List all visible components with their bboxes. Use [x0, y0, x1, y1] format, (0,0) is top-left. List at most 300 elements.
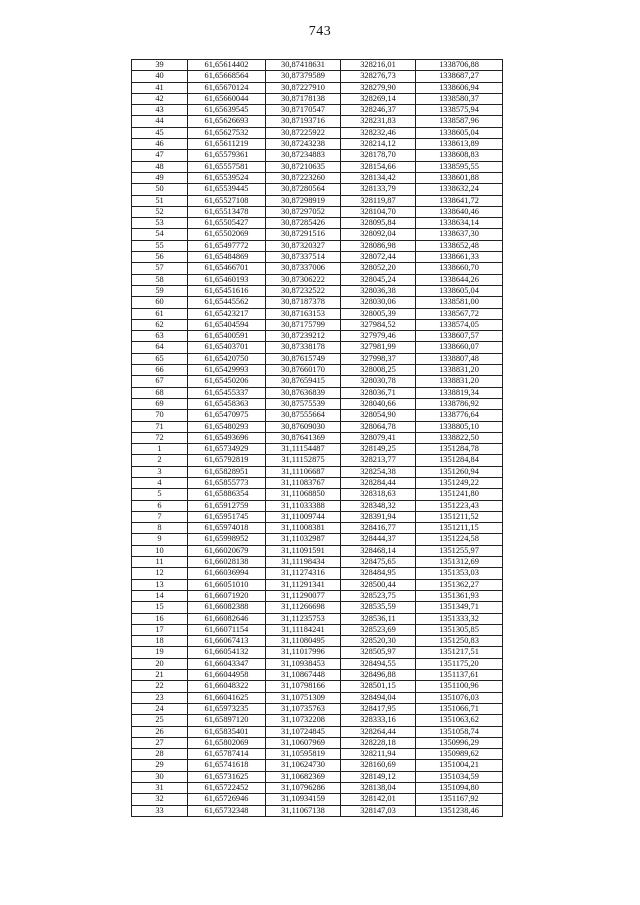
- latitude-cell: 61,65527108: [188, 195, 266, 206]
- table-row: [132, 602, 503, 613]
- x-coordinate-cell: 328214,12: [341, 139, 416, 150]
- point-number-cell: 12: [132, 568, 188, 579]
- latitude-cell: 61,65734929: [188, 444, 266, 455]
- y-coordinate-cell: 1338605,04: [416, 285, 503, 296]
- point-number-cell: 69: [132, 398, 188, 409]
- point-number-cell: 70: [132, 410, 188, 421]
- table-row: [132, 726, 503, 737]
- latitude-cell: 61,65497772: [188, 240, 266, 251]
- latitude-cell: 61,65484869: [188, 252, 266, 263]
- point-number-cell: 6: [132, 500, 188, 511]
- point-number-cell: 57: [132, 263, 188, 274]
- y-coordinate-cell: 1351305,85: [416, 624, 503, 635]
- longitude-cell: 30,87306222: [266, 274, 341, 285]
- x-coordinate-cell: 328211,94: [341, 749, 416, 760]
- longitude-cell: 30,87285426: [266, 218, 341, 229]
- y-coordinate-cell: 1351137,61: [416, 670, 503, 681]
- latitude-cell: 61,65722452: [188, 783, 266, 794]
- longitude-cell: 31,11017996: [266, 647, 341, 658]
- latitude-cell: 61,65579361: [188, 150, 266, 161]
- table-row: [132, 60, 503, 71]
- longitude-cell: 30,87320327: [266, 240, 341, 251]
- table-row: [132, 342, 503, 353]
- latitude-cell: 61,65450206: [188, 376, 266, 387]
- table-row: [132, 93, 503, 104]
- x-coordinate-cell: 328523,75: [341, 590, 416, 601]
- table-row: [132, 139, 503, 150]
- point-number-cell: 58: [132, 274, 188, 285]
- y-coordinate-cell: 1338641,72: [416, 195, 503, 206]
- latitude-cell: 61,65626693: [188, 116, 266, 127]
- table-row: [132, 624, 503, 635]
- y-coordinate-cell: 1338574,05: [416, 319, 503, 330]
- y-coordinate-cell: 1338805,10: [416, 421, 503, 432]
- latitude-cell: 61,65493696: [188, 432, 266, 443]
- x-coordinate-cell: 327998,37: [341, 353, 416, 364]
- y-coordinate-cell: 1351217,51: [416, 647, 503, 658]
- longitude-cell: 31,11152875: [266, 455, 341, 466]
- table-row: [132, 218, 503, 229]
- x-coordinate-cell: 328149,25: [341, 444, 416, 455]
- table-row: [132, 263, 503, 274]
- y-coordinate-cell: 1351100,96: [416, 681, 503, 692]
- table-row: [132, 500, 503, 511]
- point-number-cell: 41: [132, 82, 188, 93]
- x-coordinate-cell: 328064,78: [341, 421, 416, 432]
- point-number-cell: 64: [132, 342, 188, 353]
- longitude-cell: 30,87280564: [266, 184, 341, 195]
- table-row: [132, 703, 503, 714]
- longitude-cell: 30,87575539: [266, 398, 341, 409]
- latitude-cell: 61,65502069: [188, 229, 266, 240]
- y-coordinate-cell: 1351063,62: [416, 715, 503, 726]
- y-coordinate-cell: 1351361,93: [416, 590, 503, 601]
- table-row: [132, 308, 503, 319]
- table-row: [132, 647, 503, 658]
- x-coordinate-cell: 328030,78: [341, 376, 416, 387]
- point-number-cell: 50: [132, 184, 188, 195]
- table-row: [132, 410, 503, 421]
- x-coordinate-cell: 328142,01: [341, 794, 416, 805]
- table-row: [132, 771, 503, 782]
- point-number-cell: 59: [132, 285, 188, 296]
- longitude-cell: 30,87555664: [266, 410, 341, 421]
- longitude-cell: 30,87232522: [266, 285, 341, 296]
- point-number-cell: 56: [132, 252, 188, 263]
- y-coordinate-cell: 1351223,43: [416, 500, 503, 511]
- y-coordinate-cell: 1351238,46: [416, 805, 503, 816]
- longitude-cell: 30,87337514: [266, 252, 341, 263]
- longitude-cell: 30,87234883: [266, 150, 341, 161]
- longitude-cell: 30,87660170: [266, 365, 341, 376]
- longitude-cell: 30,87615749: [266, 353, 341, 364]
- y-coordinate-cell: 1338601,88: [416, 172, 503, 183]
- latitude-cell: 61,66051010: [188, 579, 266, 590]
- longitude-cell: 31,10724845: [266, 726, 341, 737]
- latitude-cell: 61,65404594: [188, 319, 266, 330]
- y-coordinate-cell: 1338687,27: [416, 71, 503, 82]
- point-number-cell: 29: [132, 760, 188, 771]
- table-row: [132, 229, 503, 240]
- y-coordinate-cell: 1350989,62: [416, 749, 503, 760]
- y-coordinate-cell: 1350996,29: [416, 737, 503, 748]
- y-coordinate-cell: 1338581,00: [416, 297, 503, 308]
- longitude-cell: 30,87223260: [266, 172, 341, 183]
- latitude-cell: 61,65951745: [188, 511, 266, 522]
- point-number-cell: 16: [132, 613, 188, 624]
- x-coordinate-cell: 328119,87: [341, 195, 416, 206]
- latitude-cell: 61,65670124: [188, 82, 266, 93]
- latitude-cell: 61,66044958: [188, 670, 266, 681]
- y-coordinate-cell: 1338575,94: [416, 105, 503, 116]
- table-row: [132, 105, 503, 116]
- table-row: [132, 285, 503, 296]
- longitude-cell: 30,87609030: [266, 421, 341, 432]
- latitude-cell: 61,65460193: [188, 274, 266, 285]
- table-row: [132, 489, 503, 500]
- latitude-cell: 61,65470975: [188, 410, 266, 421]
- y-coordinate-cell: 1338644,26: [416, 274, 503, 285]
- point-number-cell: 17: [132, 624, 188, 635]
- y-coordinate-cell: 1338786,92: [416, 398, 503, 409]
- y-coordinate-cell: 1351312,69: [416, 557, 503, 568]
- table-row: [132, 71, 503, 82]
- table-row: [132, 613, 503, 624]
- x-coordinate-cell: 328501,15: [341, 681, 416, 692]
- longitude-cell: 31,11154487: [266, 444, 341, 455]
- latitude-cell: 61,66043347: [188, 658, 266, 669]
- x-coordinate-cell: 328086,98: [341, 240, 416, 251]
- point-number-cell: 14: [132, 590, 188, 601]
- longitude-cell: 31,10595819: [266, 749, 341, 760]
- point-number-cell: 15: [132, 602, 188, 613]
- point-number-cell: 55: [132, 240, 188, 251]
- longitude-cell: 30,87337006: [266, 263, 341, 274]
- latitude-cell: 61,65429993: [188, 365, 266, 376]
- x-coordinate-cell: 328520,30: [341, 636, 416, 647]
- latitude-cell: 61,66082388: [188, 602, 266, 613]
- table-row: [132, 715, 503, 726]
- latitude-cell: 61,66067413: [188, 636, 266, 647]
- longitude-cell: 31,11290077: [266, 590, 341, 601]
- point-number-cell: 61: [132, 308, 188, 319]
- point-number-cell: 48: [132, 161, 188, 172]
- point-number-cell: 53: [132, 218, 188, 229]
- y-coordinate-cell: 1338595,55: [416, 161, 503, 172]
- point-number-cell: 62: [132, 319, 188, 330]
- table-row: [132, 523, 503, 534]
- latitude-cell: 61,65787414: [188, 749, 266, 760]
- point-number-cell: 42: [132, 93, 188, 104]
- x-coordinate-cell: 328008,25: [341, 365, 416, 376]
- point-number-cell: 51: [132, 195, 188, 206]
- table-row: [132, 172, 503, 183]
- latitude-cell: 61,65445562: [188, 297, 266, 308]
- longitude-cell: 31,11083767: [266, 477, 341, 488]
- x-coordinate-cell: 328147,03: [341, 805, 416, 816]
- y-coordinate-cell: 1338605,04: [416, 127, 503, 138]
- y-coordinate-cell: 1338776,64: [416, 410, 503, 421]
- table-row: [132, 545, 503, 556]
- table-row: [132, 82, 503, 93]
- point-number-cell: 33: [132, 805, 188, 816]
- longitude-cell: 30,87225922: [266, 127, 341, 138]
- latitude-cell: 61,66036994: [188, 568, 266, 579]
- longitude-cell: 30,87170547: [266, 105, 341, 116]
- table-row: [132, 749, 503, 760]
- point-number-cell: 20: [132, 658, 188, 669]
- x-coordinate-cell: 328279,90: [341, 82, 416, 93]
- x-coordinate-cell: 328045,24: [341, 274, 416, 285]
- point-number-cell: 10: [132, 545, 188, 556]
- point-number-cell: 5: [132, 489, 188, 500]
- x-coordinate-cell: 328092,04: [341, 229, 416, 240]
- point-number-cell: 65: [132, 353, 188, 364]
- point-number-cell: 13: [132, 579, 188, 590]
- point-number-cell: 49: [132, 172, 188, 183]
- longitude-cell: 31,11291341: [266, 579, 341, 590]
- latitude-cell: 61,65855773: [188, 477, 266, 488]
- table-row: [132, 636, 503, 647]
- longitude-cell: 31,11091591: [266, 545, 341, 556]
- y-coordinate-cell: 1338822,50: [416, 432, 503, 443]
- x-coordinate-cell: 328475,65: [341, 557, 416, 568]
- latitude-cell: 61,65458363: [188, 398, 266, 409]
- table-row: [132, 274, 503, 285]
- point-number-cell: 72: [132, 432, 188, 443]
- y-coordinate-cell: 1338706,88: [416, 60, 503, 71]
- latitude-cell: 61,65973235: [188, 703, 266, 714]
- table-row: [132, 319, 503, 330]
- table-row: [132, 783, 503, 794]
- latitude-cell: 61,66041625: [188, 692, 266, 703]
- y-coordinate-cell: 1338807,48: [416, 353, 503, 364]
- longitude-cell: 30,87338178: [266, 342, 341, 353]
- x-coordinate-cell: 328246,37: [341, 105, 416, 116]
- latitude-cell: 61,65731625: [188, 771, 266, 782]
- x-coordinate-cell: 327979,46: [341, 331, 416, 342]
- x-coordinate-cell: 328348,32: [341, 500, 416, 511]
- table-row: [132, 455, 503, 466]
- table-row: [132, 658, 503, 669]
- point-number-cell: 31: [132, 783, 188, 794]
- longitude-cell: 30,87163153: [266, 308, 341, 319]
- y-coordinate-cell: 1351058,74: [416, 726, 503, 737]
- y-coordinate-cell: 1338660,07: [416, 342, 503, 353]
- latitude-cell: 61,65539445: [188, 184, 266, 195]
- y-coordinate-cell: 1351167,92: [416, 794, 503, 805]
- x-coordinate-cell: 328104,70: [341, 206, 416, 217]
- latitude-cell: 61,66054132: [188, 647, 266, 658]
- table-row: [132, 534, 503, 545]
- longitude-cell: 31,10732208: [266, 715, 341, 726]
- y-coordinate-cell: 1351284,84: [416, 455, 503, 466]
- x-coordinate-cell: 328213,77: [341, 455, 416, 466]
- point-number-cell: 52: [132, 206, 188, 217]
- point-number-cell: 1: [132, 444, 188, 455]
- x-coordinate-cell: 328523,69: [341, 624, 416, 635]
- latitude-cell: 61,65557581: [188, 161, 266, 172]
- table-row: [132, 398, 503, 409]
- x-coordinate-cell: 328391,94: [341, 511, 416, 522]
- y-coordinate-cell: 1351066,71: [416, 703, 503, 714]
- x-coordinate-cell: 328216,01: [341, 60, 416, 71]
- y-coordinate-cell: 1351034,59: [416, 771, 503, 782]
- table-row: [132, 240, 503, 251]
- table-row: [132, 477, 503, 488]
- y-coordinate-cell: 1338637,30: [416, 229, 503, 240]
- latitude-cell: 61,66028138: [188, 557, 266, 568]
- latitude-cell: 61,65611219: [188, 139, 266, 150]
- latitude-cell: 61,65732348: [188, 805, 266, 816]
- latitude-cell: 61,65466701: [188, 263, 266, 274]
- table-row: [132, 365, 503, 376]
- table-row: [132, 421, 503, 432]
- x-coordinate-cell: 328030,06: [341, 297, 416, 308]
- x-coordinate-cell: 328095,84: [341, 218, 416, 229]
- latitude-cell: 61,65912759: [188, 500, 266, 511]
- longitude-cell: 30,87291516: [266, 229, 341, 240]
- x-coordinate-cell: 328505,97: [341, 647, 416, 658]
- y-coordinate-cell: 1338580,37: [416, 93, 503, 104]
- x-coordinate-cell: 328417,95: [341, 703, 416, 714]
- x-coordinate-cell: 328416,77: [341, 523, 416, 534]
- table-row: [132, 794, 503, 805]
- y-coordinate-cell: 1338567,72: [416, 308, 503, 319]
- longitude-cell: 30,87178138: [266, 93, 341, 104]
- table-row: [132, 206, 503, 217]
- y-coordinate-cell: 1338632,24: [416, 184, 503, 195]
- point-number-cell: 39: [132, 60, 188, 71]
- y-coordinate-cell: 1351076,03: [416, 692, 503, 703]
- longitude-cell: 30,87297052: [266, 206, 341, 217]
- table-row: [132, 127, 503, 138]
- longitude-cell: 31,11198434: [266, 557, 341, 568]
- latitude-cell: 61,65828951: [188, 466, 266, 477]
- latitude-cell: 61,65423217: [188, 308, 266, 319]
- longitude-cell: 30,87636839: [266, 387, 341, 398]
- longitude-cell: 30,87175799: [266, 319, 341, 330]
- point-number-cell: 11: [132, 557, 188, 568]
- y-coordinate-cell: 1338661,33: [416, 252, 503, 263]
- x-coordinate-cell: 328232,46: [341, 127, 416, 138]
- x-coordinate-cell: 328444,37: [341, 534, 416, 545]
- latitude-cell: 61,65400591: [188, 331, 266, 342]
- x-coordinate-cell: 328333,16: [341, 715, 416, 726]
- point-number-cell: 45: [132, 127, 188, 138]
- latitude-cell: 61,65726946: [188, 794, 266, 805]
- longitude-cell: 30,87298919: [266, 195, 341, 206]
- latitude-cell: 61,65835401: [188, 726, 266, 737]
- x-coordinate-cell: 328231,83: [341, 116, 416, 127]
- latitude-cell: 61,66082646: [188, 613, 266, 624]
- y-coordinate-cell: 1338831,20: [416, 365, 503, 376]
- table-row: [132, 444, 503, 455]
- x-coordinate-cell: 328036,71: [341, 387, 416, 398]
- y-coordinate-cell: 1351211,15: [416, 523, 503, 534]
- table-row: [132, 692, 503, 703]
- x-coordinate-cell: 327984,52: [341, 319, 416, 330]
- latitude-cell: 61,65802069: [188, 737, 266, 748]
- y-coordinate-cell: 1338819,34: [416, 387, 503, 398]
- y-coordinate-cell: 1351284,78: [416, 444, 503, 455]
- longitude-cell: 31,11274316: [266, 568, 341, 579]
- x-coordinate-cell: 328496,88: [341, 670, 416, 681]
- table-row: [132, 760, 503, 771]
- x-coordinate-cell: 328535,59: [341, 602, 416, 613]
- longitude-cell: 31,10798166: [266, 681, 341, 692]
- longitude-cell: 30,87659415: [266, 376, 341, 387]
- y-coordinate-cell: 1351241,80: [416, 489, 503, 500]
- y-coordinate-cell: 1351175,20: [416, 658, 503, 669]
- latitude-cell: 61,65539524: [188, 172, 266, 183]
- table-row: [132, 353, 503, 364]
- longitude-cell: 30,87243238: [266, 139, 341, 150]
- coordinates-table: [131, 59, 503, 817]
- y-coordinate-cell: 1351353,03: [416, 568, 503, 579]
- longitude-cell: 30,87227910: [266, 82, 341, 93]
- y-coordinate-cell: 1338613,89: [416, 139, 503, 150]
- longitude-cell: 31,10682369: [266, 771, 341, 782]
- point-number-cell: 23: [132, 692, 188, 703]
- x-coordinate-cell: 328494,04: [341, 692, 416, 703]
- longitude-cell: 31,11266698: [266, 602, 341, 613]
- coordinates-table-body: [132, 60, 503, 817]
- point-number-cell: 25: [132, 715, 188, 726]
- y-coordinate-cell: 1351255,97: [416, 545, 503, 556]
- x-coordinate-cell: 328040,66: [341, 398, 416, 409]
- x-coordinate-cell: 328468,14: [341, 545, 416, 556]
- longitude-cell: 31,11068850: [266, 489, 341, 500]
- x-coordinate-cell: 328269,14: [341, 93, 416, 104]
- longitude-cell: 31,10751309: [266, 692, 341, 703]
- point-number-cell: 47: [132, 150, 188, 161]
- y-coordinate-cell: 1338606,94: [416, 82, 503, 93]
- y-coordinate-cell: 1351224,58: [416, 534, 503, 545]
- x-coordinate-cell: 328054,90: [341, 410, 416, 421]
- point-number-cell: 8: [132, 523, 188, 534]
- table-row: [132, 252, 503, 263]
- table-row: [132, 195, 503, 206]
- x-coordinate-cell: 328494,55: [341, 658, 416, 669]
- latitude-cell: 61,65614402: [188, 60, 266, 71]
- longitude-cell: 31,10735763: [266, 703, 341, 714]
- y-coordinate-cell: 1338660,70: [416, 263, 503, 274]
- point-number-cell: 21: [132, 670, 188, 681]
- point-number-cell: 63: [132, 331, 188, 342]
- y-coordinate-cell: 1338607,57: [416, 331, 503, 342]
- point-number-cell: 43: [132, 105, 188, 116]
- latitude-cell: 61,65455337: [188, 387, 266, 398]
- point-number-cell: 27: [132, 737, 188, 748]
- x-coordinate-cell: 328228,18: [341, 737, 416, 748]
- latitude-cell: 61,65451616: [188, 285, 266, 296]
- y-coordinate-cell: 1338608,83: [416, 150, 503, 161]
- point-number-cell: 9: [132, 534, 188, 545]
- longitude-cell: 30,87187378: [266, 297, 341, 308]
- point-number-cell: 19: [132, 647, 188, 658]
- table-row: [132, 568, 503, 579]
- table-row: [132, 466, 503, 477]
- y-coordinate-cell: 1338831,20: [416, 376, 503, 387]
- table-row: [132, 184, 503, 195]
- longitude-cell: 30,87193716: [266, 116, 341, 127]
- x-coordinate-cell: 328264,44: [341, 726, 416, 737]
- table-row: [132, 161, 503, 172]
- latitude-cell: 61,66071154: [188, 624, 266, 635]
- point-number-cell: 3: [132, 466, 188, 477]
- x-coordinate-cell: 328138,04: [341, 783, 416, 794]
